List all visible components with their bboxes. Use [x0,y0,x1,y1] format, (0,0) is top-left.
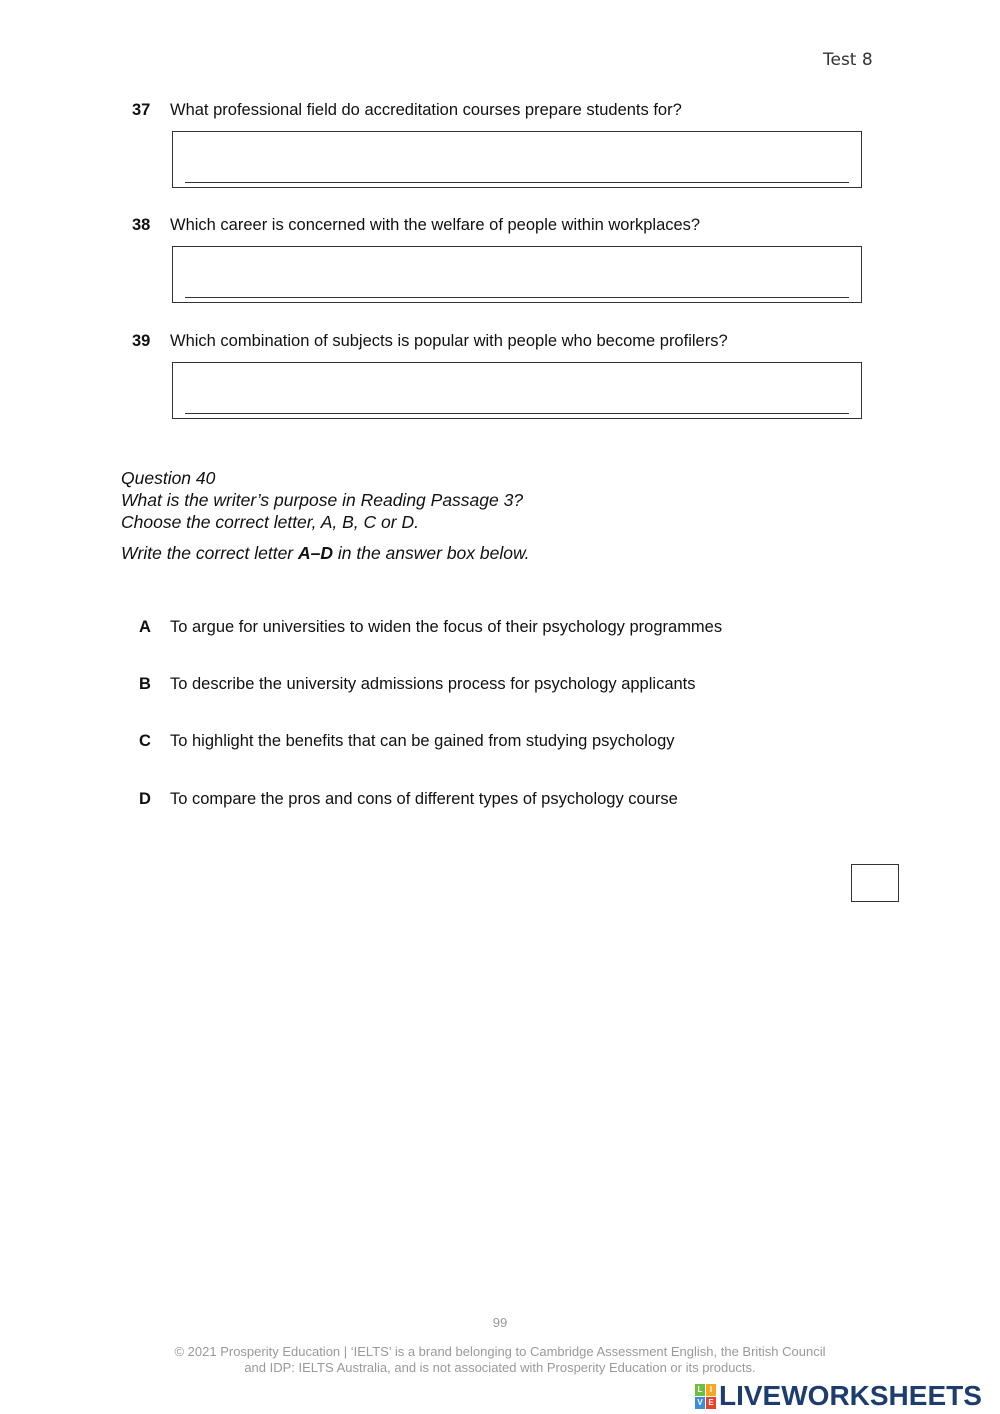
test-label: Test 8 [823,50,873,70]
copyright-line-1: © 2021 Prosperity Education | ‘IELTS’ is a brand belonging to Cambridge Assessment English, the British Council [174,1344,826,1359]
answer-box-40 [851,864,899,902]
write-range: A–D [298,543,334,563]
liveworksheets-logo [695,1380,982,1412]
question-text: Which combination of subjects is popular with people who become profilers? [170,332,728,350]
option-text: To describe the university admissions process for psychology applicants [170,675,696,693]
q40-title: Question 40 [121,468,216,488]
answer-input-37[interactable] [185,138,849,183]
option-text: To argue for universities to widen the focus of their psychology programmes [170,618,723,636]
logo-letter: E [706,1397,716,1409]
answer-input-40[interactable] [852,865,902,903]
logo-icon [695,1384,716,1409]
page-number: 99 [492,1315,508,1330]
write-pre: Write the correct letter [121,543,298,563]
question-number: 37 [132,101,151,119]
option-letter: B [139,675,151,693]
logo-letter: L [695,1384,705,1396]
question-number: 39 [132,332,151,350]
logo-text: LIVEWORKSHEETS [719,1380,982,1411]
option-letter: C [139,732,151,750]
answer-box-37 [172,131,862,188]
logo-letter: V [695,1397,705,1409]
option-text: To highlight the benefits that can be gained from studying psychology [170,732,675,750]
question-text: What professional field do accreditation courses prepare students for? [170,101,682,119]
q40-instruction: Choose the correct letter, A, B, C or D. [121,512,419,532]
logo-letter: I [706,1384,716,1396]
write-post: in the answer box below. [333,543,530,563]
question-number: 38 [132,216,151,234]
option-letter: D [139,790,151,808]
question-text: Which career is concerned with the welfare of people within workplaces? [170,216,701,234]
answer-input-38[interactable] [185,253,849,298]
option-text: To compare the pros and cons of different types of psychology course [170,790,678,808]
option-letter: A [139,618,151,636]
answer-box-38 [172,246,862,303]
copyright-line-2: and IDP: IELTS Australia, and is not associated with Prosperity Education or its products. [244,1360,756,1375]
q40-prompt: What is the writer’s purpose in Reading Passage 3? [121,490,524,510]
q40-write-instruction [121,542,530,565]
answer-input-39[interactable] [185,369,849,414]
copyright-footer [0,1344,1000,1376]
answer-box-39 [172,362,862,419]
